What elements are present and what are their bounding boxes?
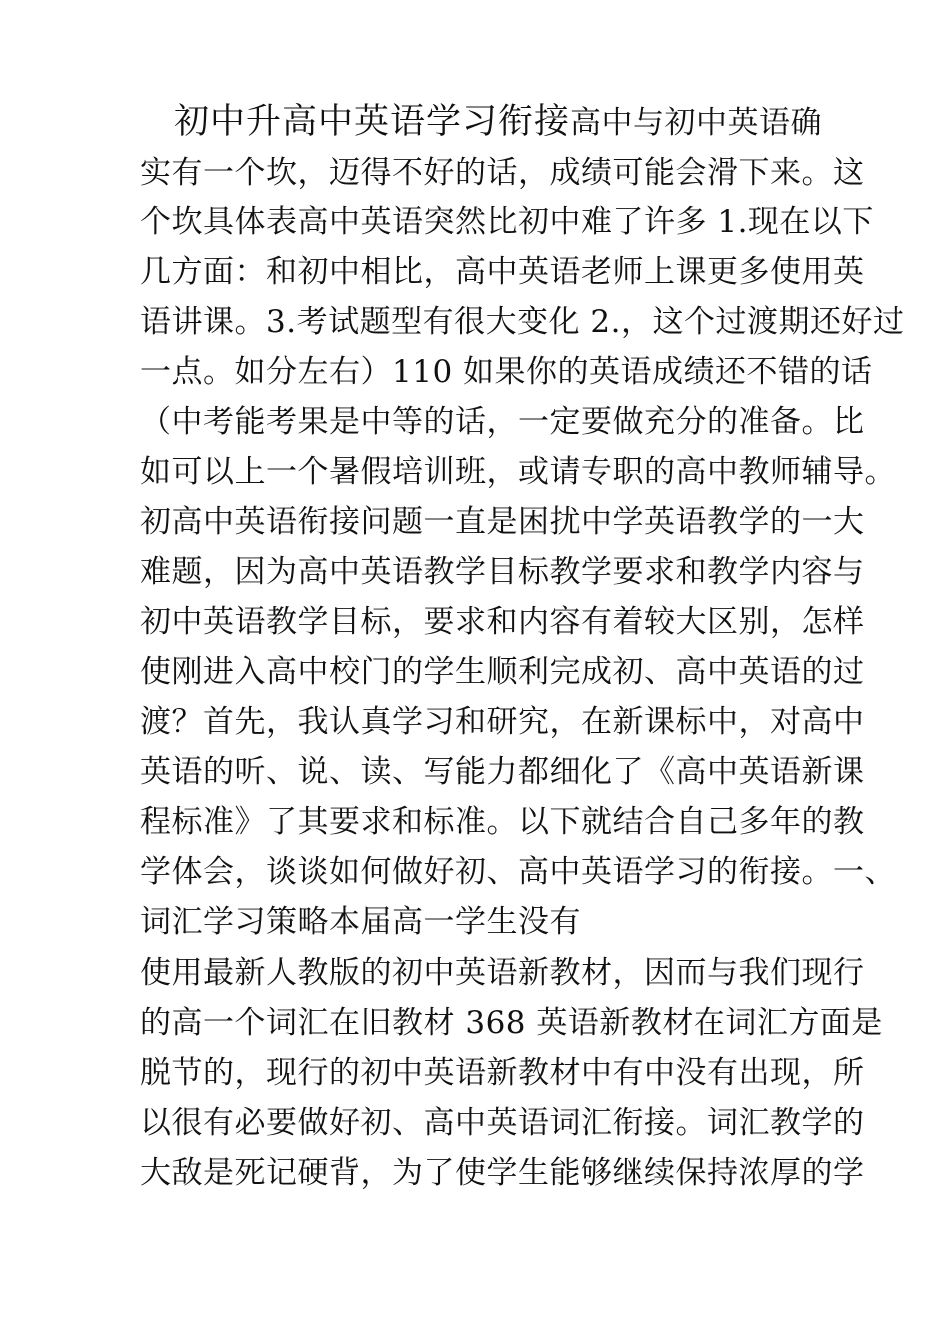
text-line-13: 渡？首先，我认真学习和研究，在新课标中，对高中 <box>140 704 865 740</box>
text-line-18: 使用最新人教版的初中英语新教材，因而与我们现行 <box>140 955 865 991</box>
text-line-11: 初中英语教学目标，要求和内容有着较大区别，怎样 <box>140 604 865 640</box>
text-line-10: 难题，因为高中英语教学目标教学要求和教学内容与 <box>140 554 865 590</box>
text-line-1 <box>174 98 822 146</box>
text-line-22: 大敌是死记硬背，为了使学生能够继续保持浓厚的学 <box>140 1155 865 1191</box>
text-line-15: 程标准》了其要求和标准。以下就结合自己多年的教 <box>140 804 865 840</box>
text-line-6: 一点。如分左右）110 如果你的英语成绩还不错的话 <box>140 354 873 390</box>
text-line-21: 以很有必要做好初、高中英语词汇衔接。词汇教学的 <box>140 1105 865 1141</box>
text-line-16: 学体会，谈谈如何做好初、高中英语学习的衔接。一、 <box>140 854 896 890</box>
text-line-2: 实有一个坎，迈得不好的话，成绩可能会滑下来。这 <box>140 155 865 191</box>
text-line-5: 语讲课。3.考试题型有很大变化 2.，这个过渡期还好过 <box>140 304 905 340</box>
text-line-3: 个坎具体表高中英语突然比初中难了许多 1.现在以下 <box>140 204 874 240</box>
text-line-4: 几方面：和初中相比，高中英语老师上课更多使用英 <box>140 254 865 290</box>
document-title: 初中升高中英语学习衔接 <box>174 102 571 142</box>
text-line-9: 初高中英语衔接问题一直是困扰中学英语教学的一大 <box>140 504 865 540</box>
text-line-17: 词汇学习策略本届高一学生没有 <box>140 904 581 940</box>
text-line-8: 如可以上一个暑假培训班，或请专职的高中教师辅导。 <box>140 454 896 490</box>
text-line-7: （中考能考果是中等的话，一定要做充分的准备。比 <box>140 404 865 440</box>
text-line-14: 英语的听、说、读、写能力都细化了《高中英语新课 <box>140 754 865 790</box>
text-line-1-rest: 高中与初中英语确 <box>570 105 823 141</box>
text-line-12: 使刚进入高中校门的学生顺利完成初、高中英语的过 <box>140 654 865 690</box>
text-line-20: 脱节的，现行的初中英语新教材中有中没有出现，所 <box>140 1055 865 1091</box>
text-line-19: 的高一个词汇在旧教材 368 英语新教材在词汇方面是 <box>140 1005 883 1041</box>
